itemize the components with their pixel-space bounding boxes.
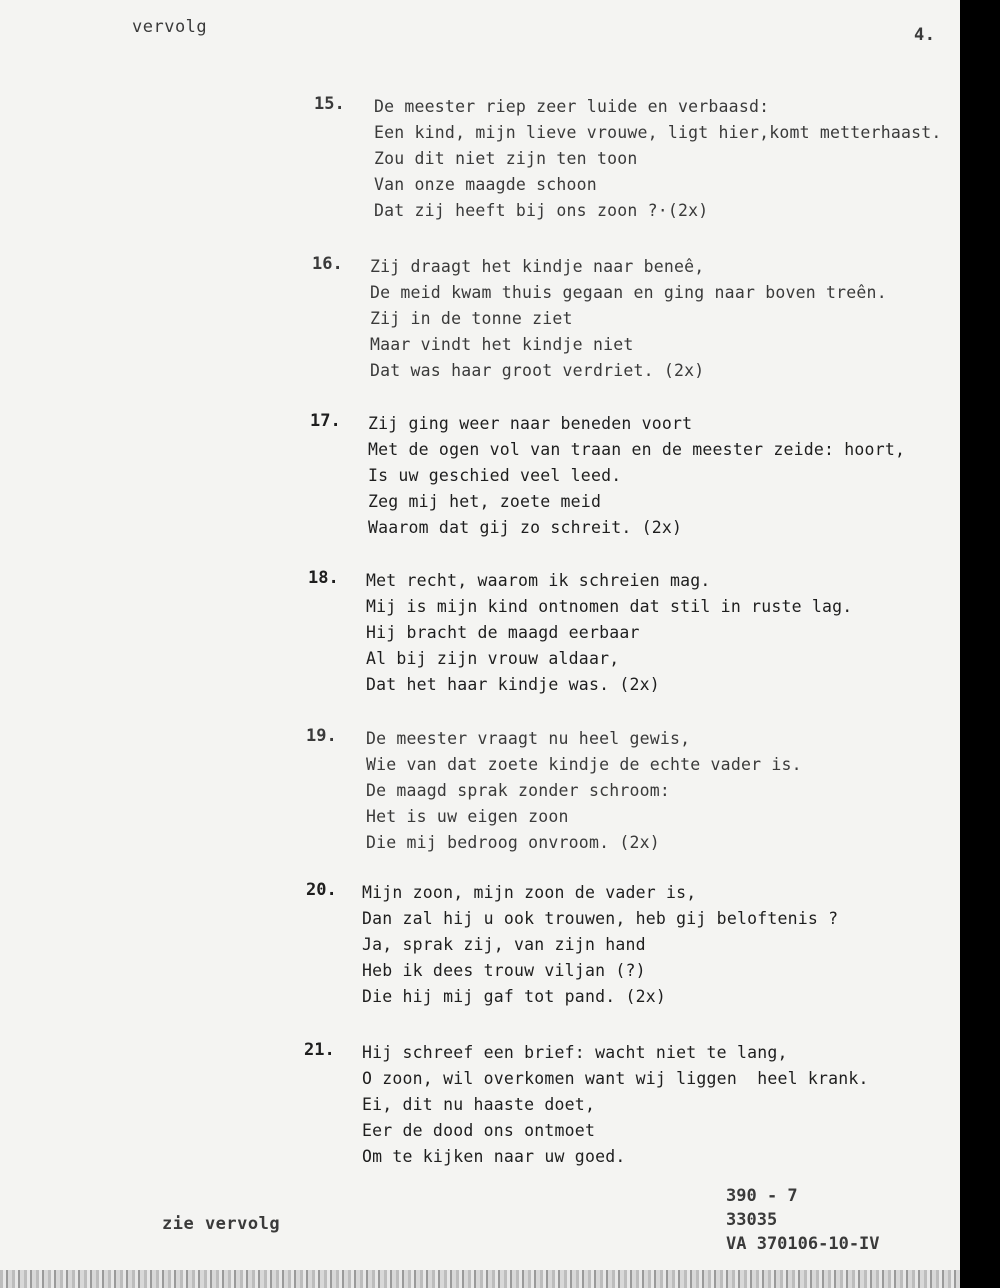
verse-line: Die hij mij gaf tot pand. (2x) xyxy=(362,987,667,1006)
archive-reference xyxy=(726,1184,880,1256)
verse-line: Waarom dat gij zo schreit. (2x) xyxy=(368,518,683,537)
verse-line: Al bij zijn vrouw aldaar, xyxy=(366,649,620,668)
stanza-number: 21. xyxy=(304,1040,335,1060)
verse-line: Hij bracht de maagd eerbaar xyxy=(366,623,640,642)
stanza-number: 18. xyxy=(308,568,339,588)
footer-see-continuation: zie vervolg xyxy=(162,1214,281,1234)
verse-line: Van onze maagde schoon xyxy=(374,175,597,194)
verse-line: Maar vindt het kindje niet xyxy=(370,335,634,354)
verse-line: Dan zal hij u ook trouwen, heb gij beloftenis ? xyxy=(362,909,839,928)
scan-edge-strip xyxy=(0,1270,960,1288)
page-number: 4. xyxy=(914,25,936,45)
verse-line: De meester riep zeer luide en verbaasd: xyxy=(374,97,770,116)
verse-line: Zij in de tonne ziet xyxy=(370,309,573,328)
verse-line: De meid kwam thuis gegaan en ging naar boven treên. xyxy=(370,283,887,302)
verse-line: Dat was haar groot verdriet. (2x) xyxy=(370,361,705,380)
verse-line: Om te kijken naar uw goed. xyxy=(362,1147,626,1166)
verse-line: Zou dit niet zijn ten toon xyxy=(374,149,638,168)
header-continued-label: vervolg xyxy=(132,17,208,37)
verse-line: O zoon, wil overkomen want wij liggen heel krank. xyxy=(362,1069,869,1088)
verse-line: Mij is mijn kind ontnomen dat stil in ruste lag. xyxy=(366,597,853,616)
stanza-number: 16. xyxy=(312,254,343,274)
stanza-lines xyxy=(362,1040,869,1170)
stanza-lines xyxy=(366,568,852,698)
verse-line: Eer de dood ons ontmoet xyxy=(362,1121,596,1140)
archive-ref-line: 33035 xyxy=(726,1210,778,1230)
verse-line: Hij schreef een brief: wacht niet te lang, xyxy=(362,1043,788,1062)
stanza-number: 15. xyxy=(314,94,345,114)
verse-line: Zij draagt het kindje naar beneê, xyxy=(370,257,705,276)
archive-ref-line: 390 - 7 xyxy=(726,1186,798,1206)
stanza-lines xyxy=(362,880,838,1010)
stanza-lines xyxy=(368,411,905,541)
stanza-number: 20. xyxy=(306,880,337,900)
verse-line: Dat het haar kindje was. (2x) xyxy=(366,675,660,694)
stanza-lines xyxy=(370,254,887,384)
verse-line: Met recht, waarom ik schreien mag. xyxy=(366,571,711,590)
verse-line: Dat zij heeft bij ons zoon ?·(2x) xyxy=(374,201,709,220)
stanza-number: 19. xyxy=(306,726,337,746)
verse-line: Met de ogen vol van traan en de meester zeide: hoort, xyxy=(368,440,906,459)
verse-line: Ja, sprak zij, van zijn hand xyxy=(362,935,646,954)
verse-line: Het is uw eigen zoon xyxy=(366,807,569,826)
archive-ref-line: VA 370106-10-IV xyxy=(726,1234,880,1254)
verse-line: De meester vraagt nu heel gewis, xyxy=(366,729,691,748)
verse-line: Ei, dit nu haaste doet, xyxy=(362,1095,596,1114)
stanza-number: 17. xyxy=(310,411,341,431)
verse-line: Zeg mij het, zoete meid xyxy=(368,492,602,511)
verse-line: Is uw geschied veel leed. xyxy=(368,466,622,485)
verse-line: Zij ging weer naar beneden voort xyxy=(368,414,693,433)
verse-line: Een kind, mijn lieve vrouwe, ligt hier,komt metterhaast. xyxy=(374,123,942,142)
verse-line: Heb ik dees trouw viljan (?) xyxy=(362,961,646,980)
verse-line: Die mij bedroog onvroom. (2x) xyxy=(366,833,660,852)
stanza-lines xyxy=(374,94,942,224)
verse-line: Mijn zoon, mijn zoon de vader is, xyxy=(362,883,697,902)
verse-line: De maagd sprak zonder schroom: xyxy=(366,781,671,800)
verse-line: Wie van dat zoete kindje de echte vader is. xyxy=(366,755,802,774)
stanza-lines xyxy=(366,726,802,856)
